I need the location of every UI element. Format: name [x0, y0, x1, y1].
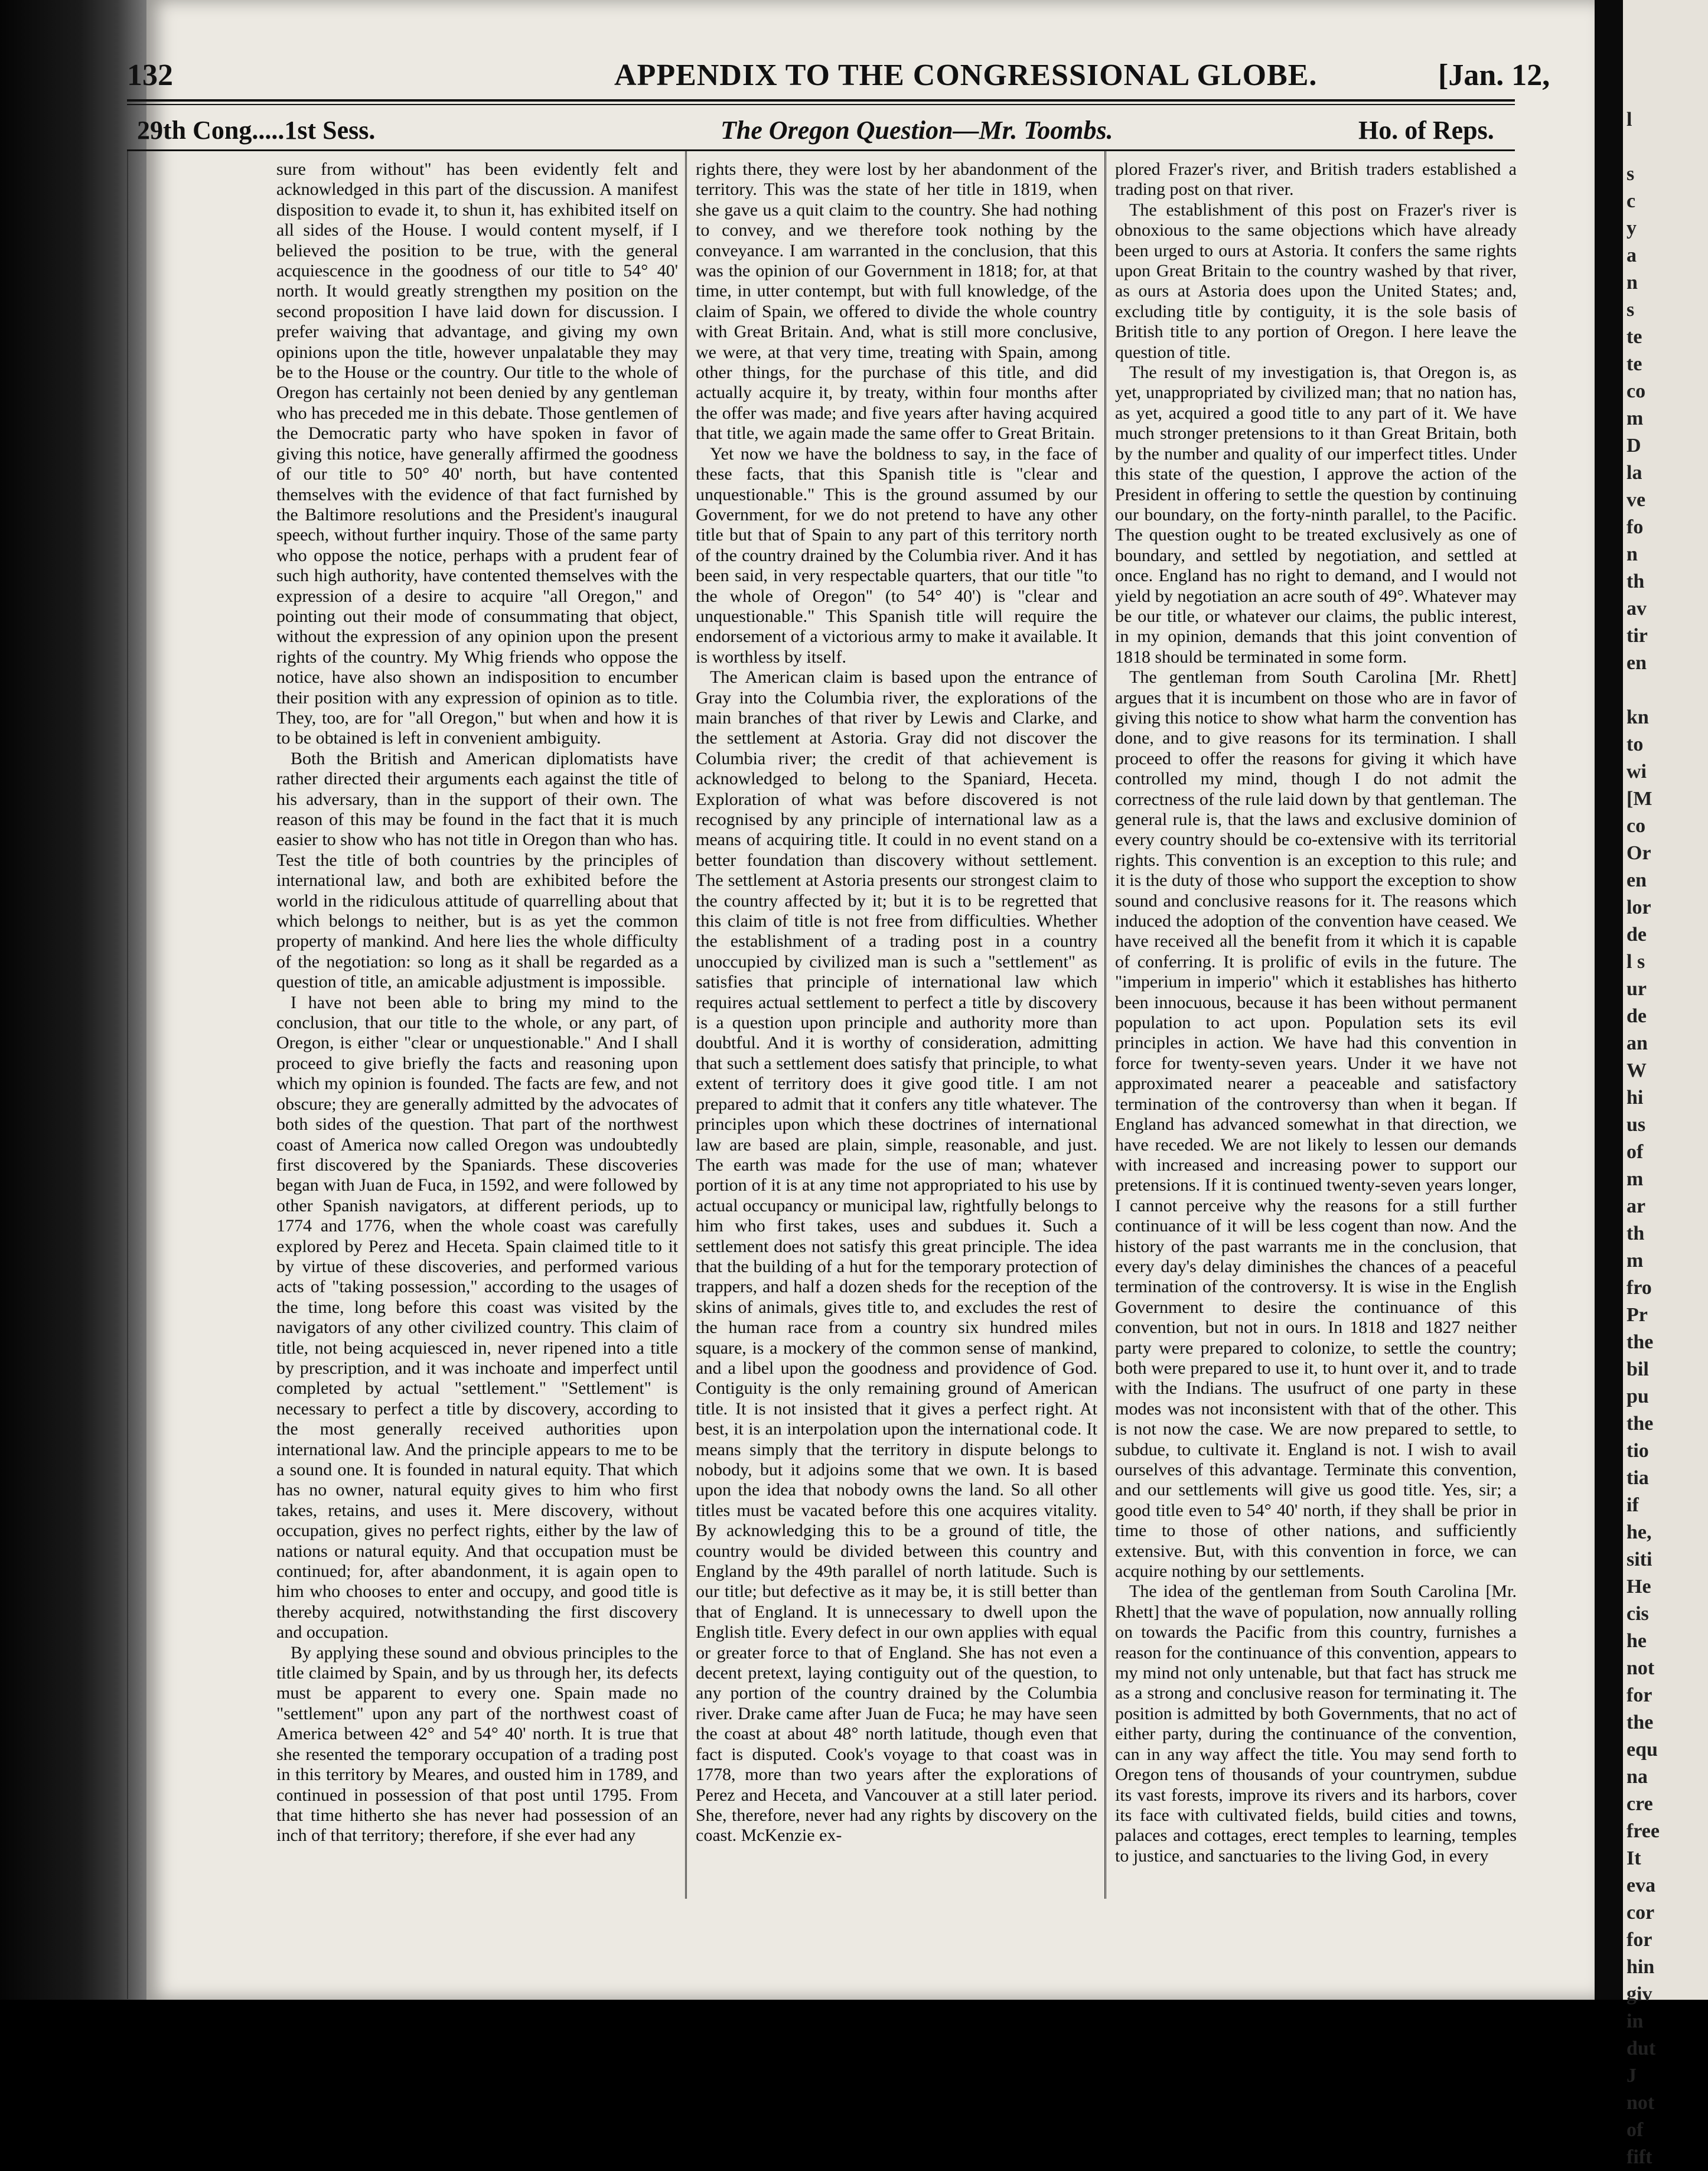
adjacent-page-fragment: if [1626, 1494, 1639, 1516]
adjacent-page-fragment: equ [1626, 1739, 1658, 1761]
adjacent-page-fragment: tir [1626, 625, 1648, 647]
header-rule-thin [127, 104, 1515, 105]
adjacent-page-fragment: fro [1626, 1277, 1652, 1299]
column-divider [685, 151, 687, 1899]
left-margin-rule [127, 151, 128, 1999]
topic-label: The Oregon Question—Mr. Toombs. [721, 116, 1113, 145]
adjacent-page-fragment: de [1626, 1005, 1647, 1027]
page-number: 132 [127, 58, 173, 92]
publication-title: APPENDIX TO THE CONGRESSIONAL GLOBE. [614, 58, 1318, 92]
book-binding-shadow [0, 0, 146, 2000]
adjacent-page-fragment: tio [1626, 1440, 1649, 1462]
adjacent-page-fragment: av [1626, 598, 1647, 620]
adjacent-page-fragment: y [1626, 217, 1637, 239]
text-column-1 [276, 159, 678, 1846]
adjacent-page-fragment: He [1626, 1576, 1651, 1598]
adjacent-page-fragment: giv [1626, 1983, 1652, 2005]
adjacent-page-fragment: en [1626, 652, 1647, 674]
adjacent-page-fragment: of [1626, 1141, 1644, 1163]
adjacent-page-fragment: to [1626, 734, 1644, 755]
adjacent-page-fragment: c [1626, 190, 1636, 212]
adjacent-page-fragment: ur [1626, 978, 1647, 1000]
adjacent-page-fragment: of [1626, 2119, 1644, 2141]
text-column-2 [696, 159, 1097, 1846]
adjacent-page-fragment: for [1626, 1684, 1652, 1706]
adjacent-page-fragment: m [1626, 1250, 1644, 1272]
adjacent-page-fragment: tia [1626, 1467, 1649, 1489]
paragraph: The result of my investigation is, that Oregon is, as yet, unappropriated by civilized man; that no nation has, as yet, acquired a good title to any part of it. We have much stronger pretensions to it than Great Britain, both by the number and quality of our imperfect titles. Under this state of the question, I approve the action of the President in offering to settle the question by continuing our boundary, on the forty-ninth parallel, to the Pacific. The question ought to be treated exclusively as one of boundary, and settled by negotiation, and settled at once. England has no right to demand, and I would not yield by negotiation an acre south of 49°. Whatever may be our title, or whatever our claims, the public interest, in my opinion, demands that this joint convention of 1818 should be terminated in some form. [1115, 363, 1517, 667]
adjacent-page-fragment: D [1626, 435, 1641, 457]
adjacent-page-fragment: he, [1626, 1521, 1652, 1543]
adjacent-page-fragment: not [1626, 2092, 1655, 2114]
adjacent-page-fragment: n [1626, 272, 1638, 294]
adjacent-page-fragment: ar [1626, 1195, 1646, 1217]
adjacent-page-fragment: th [1626, 1223, 1645, 1244]
adjacent-page-fragment: [M [1626, 788, 1652, 810]
adjacent-page-fragment: n [1626, 543, 1638, 565]
adjacent-page-fragment: na [1626, 1766, 1648, 1788]
adjacent-page-fragment: hi [1626, 1087, 1644, 1109]
adjacent-page-fragment: in [1626, 2010, 1644, 2032]
adjacent-page-fragment: co [1626, 380, 1646, 402]
adjacent-page-fragment: dut [1626, 2038, 1656, 2059]
paragraph: I have not been able to bring my mind to the conclusion, that our title to the whole, or any part, of Oregon, is either "clear or unquestionable." And I shall proceed to give briefly the facts and reasoning upon which my opinion is founded. The facts are few, and not obscure; they are generally admitted by the advocates of both sides of the question. That part of the northwest coast of America now called Oregon was undoubtedly first discovered by the Spaniards. These discoveries began with Juan de Fuca, in 1592, and were followed by other Spanish navigators, at different periods, up to 1774 and 1776, when the whole coast was carefully explored by Perez and Heceta. Spain claimed title to it by virtue of these discoveries, and performed various acts of "taking possession," according to the usages of the time, long before this coast was visited by the navigators of any other civilized country. This claim of title, not being acquiesced in, never ripened into a title by prescription, and it was inchoate and imperfect until completed by actual "settlement." "Settlement" is necessary to perfect a title by discovery, according to the most generally received authorities upon international law. And the principle appears to me to be a sound one. It is founded in natural equity. That which has no owner, natural equity gives to him who first takes, retains, and uses it. Mere discovery, without occupation, gives no perfect rights, either by the law of nations or natural equity. And that occupation must be continued; for, after abandonment, it is again open to him who chooses to enter and occupy, and good title is thereby acquired, notwithstanding the first discovery and occupation. [276, 992, 678, 1642]
adjacent-page-fragment: free [1626, 1820, 1660, 1842]
adjacent-page-fragment: th [1626, 571, 1645, 592]
adjacent-page-fragment: en [1626, 869, 1647, 891]
adjacent-page-fragment: kn [1626, 706, 1649, 728]
adjacent-page-fragment: cis [1626, 1603, 1649, 1625]
adjacent-page-fragment: te [1626, 326, 1642, 348]
column-divider [1104, 151, 1106, 1899]
adjacent-page-fragment: hin [1626, 1956, 1655, 1978]
adjacent-page-fragment: the [1626, 1331, 1654, 1353]
adjacent-page-fragment: an [1626, 1032, 1648, 1054]
adjacent-page-fragment: m [1626, 1168, 1644, 1190]
adjacent-page-fragment: de [1626, 924, 1647, 946]
adjacent-page-fragment: s [1626, 163, 1635, 185]
header-rule-thick [127, 99, 1515, 102]
session-label: 29th Cong.....1st Sess. [137, 116, 376, 145]
paragraph: By applying these sound and obvious principles to the title claimed by Spain, and by us through her, its defects must be apparent to every one. Spain made no "settlement" upon any part of the northwest coast of America between 42° and 54° 40' north. It is true that she resented the temporary occupation of a trading post in this territory by Meares, and ousted him in 1789, and continued in possession of that post until 1795. From that time hitherto she has never had possession of an inch of that territory; therefore, if she ever had any [276, 1642, 678, 1846]
adjacent-page-fragment: W [1626, 1060, 1647, 1081]
adjacent-page-fragment: the [1626, 1712, 1654, 1733]
adjacent-page-fragment: l [1626, 109, 1632, 131]
adjacent-page-fragment: J [1626, 2065, 1637, 2087]
adjacent-page-edge [1623, 0, 1708, 2168]
adjacent-page-fragment: fo [1626, 516, 1644, 538]
adjacent-page-fragment: te [1626, 353, 1642, 375]
adjacent-page-text [1626, 106, 1703, 2171]
paragraph: The gentleman from South Carolina [Mr. Rhett] argues that it is incumbent on those who are in favor of giving this notice to show what harm the convention has done, and to give reasons for its termination. I shall proceed to offer the reasons for giving it which have controlled my mind, though I do not admit the correctness of the rule laid down by that gentleman. The general rule is, that the laws and exclusive dominion of every country should be co-extensive with its territorial rights. This convention is an exception to this rule; and it is the duty of those who support the exception to show sound and conclusive reasons for it. The reasons which induced the adoption of the convention have ceased. We have received all the benefit from it which it is capable of conferring. It is prolific of evils in the future. The "imperium in imperio" which it establishes has hitherto been innocuous, because it has been without permanent population to act upon. Population sets its evil principles in action. We have had this convention in force for twenty-seven years. Under it we have not approximated nearer a peaceable and satisfactory termination of the controversy than when it began. If England has advanced somewhat in that direction, we have receded. We are not likely to lessen our demands with increased and increasing power to support our pretensions. If it is continued twenty-seven years longer, I cannot perceive why the reasons for a still further continuance of it will be less cogent than now. And the history of the past warrants me in the conclusion, that every day's delay diminishes the chances of a peaceful termination of the controversy. It is wise in the English Government to desire the continuance of this convention, but not in ours. In 1818 and 1827 neither party were prepared to colonize, to settle the country; both were prepared to use it, to hunt over it, and to trade with the Indians. The usufruct of one party in these modes was not inconsistent with that of the other. This is not now the case. We are now prepared to settle, to subdue, to cultivate it. England is not. I wish to avail ourselves of this advantage. Terminate this convention, and our settlements will give us good title. Yes, sir; a good title even to 54° 40' north, if they shall be prior in time to those of other nations, and sufficiently extensive. But, with this convention in force, we can acquire nothing by our settlements. [1115, 667, 1517, 1582]
adjacent-page-fragment: Or [1626, 842, 1651, 864]
adjacent-page-fragment: wi [1626, 761, 1647, 783]
adjacent-page-fragment [1626, 133, 1703, 161]
paragraph: Both the British and American diplomatists have rather directed their arguments each against the title of his adversary, than in the support of their own. The reason of this may be found in the fact that it is much easier to show who has not title in Oregon than who has. Test the title of both countries by the principles of international law, and both are exhibited before the world in the ridiculous attitude of quarrelling about that which belongs to neither, but is as yet the common property of mankind. And here lies the whole difficulty of the negotiation: so long as it shall be regarded as a question of title, an amicable adjustment is impossible. [276, 748, 678, 992]
text-column-3 [1115, 159, 1517, 1866]
paragraph: The idea of the gentleman from South Carolina [Mr. Rhett] that the wave of population, now annually rolling on towards the Pacific from this country, furnishes a reason for the continuance of this convention, appears to my mind not only untenable, but that fact has struck me as a strong and conclusive reason for terminating it. The position is admitted by both Governments, that no act of either party, during the continuance of the convention, can in any way affect the title. You may send forth to Oregon tens of thousands of your countrymen, subdue its vast forests, improve its rivers and its harbors, cover its face with cultivated fields, build cities and towns, palaces and cottages, erect temples to learning, temples to justice, and sanctuaries to the living God, in every [1115, 1582, 1517, 1866]
paragraph: plored Frazer's river, and British traders established a trading post on that river. [1115, 159, 1517, 200]
adjacent-page-fragment: us [1626, 1114, 1646, 1136]
adjacent-page-fragment: siti [1626, 1549, 1652, 1570]
paragraph: sure from without" has been evidently felt and acknowledged in this part of the discussion. A manifest disposition to evade it, to shun it, has exhibited itself on all sides of the House. I would content myself, if I believed the position to be true, with the general acquiescence in the goodness of our title to 54° 40' north. It would greatly strengthen my position on the second proposition I have laid down for discussion. I prefer waiving that advantage, and giving my own opinions upon the title, however unpalatable they may be to the House or the country. Our title to the whole of Oregon has certainly not been denied by any gentleman who has preceded me in this debate. Those gentlemen of the Democratic party who have spoken in favor of giving this notice, have generally affirmed the goodness of our title to 50° 40' north, but have contented themselves with the evidence of that fact furnished by the Baltimore resolutions and the President's inaugural speech, without further inquiry. Those of the same party who oppose the notice, perhaps with a prudent fear of such high authority, have contented themselves with the expression of a desire to acquire "all Oregon," and pointing out their mode of consummating that object, without the expression of any opinion upon the present rights of the country. My Whig friends who oppose the notice, have also shown an indisposition to encumber their position with any expression of opinion as to title. They, too, are for "all Oregon," but when and how it is to be obtained is left in convenient ambiguity. [276, 159, 678, 748]
adjacent-page-fragment: pu [1626, 1386, 1649, 1407]
adjacent-page-fragment: It [1626, 1847, 1641, 1869]
adjacent-page-fragment: eva [1626, 1875, 1656, 1896]
adjacent-page-fragment: cor [1626, 1902, 1655, 1924]
adjacent-page-fragment: s [1626, 299, 1635, 321]
adjacent-page-fragment [1626, 677, 1703, 704]
adjacent-page-fragment: bil [1626, 1358, 1649, 1380]
paragraph: rights there, they were lost by her abandonment of the territory. This was the state of her title in 1819, when she gave us a quit claim to the country. She had nothing to convey, and we therefore took nothing by the conveyance. I am warranted in the conclusion, that this was the opinion of our Government in 1818; for, at that time, in utter contempt, but with full knowledge, of the claim of Spain, we offered to divide the whole country with Great Britain. And, what is still more conclusive, we were, at that very time, treating with Spain, among other things, for the purchase of this title, and did actually acquire it, by treaty, within four months after the offer was made; and five years after having acquired that title, we again made the same offer to Great Britain. [696, 159, 1097, 444]
adjacent-page-fragment: the [1626, 1413, 1654, 1435]
adjacent-page-fragment: m [1626, 408, 1644, 429]
paragraph: The establishment of this post on Frazer's river is obnoxious to the same objections which have already been urged to ours at Astoria. It confers the same rights upon Great Britain to the country washed by that river, as ours at Astoria does upon the United States; and, excluding title by contiguity, it is the sole basis of British title to any portion of Oregon. I here leave the question of title. [1115, 200, 1517, 362]
adjacent-page-fragment: cre [1626, 1793, 1653, 1815]
adjacent-page-fragment: he [1626, 1630, 1647, 1652]
chamber-label: Ho. of Reps. [1358, 116, 1494, 145]
paragraph: Yet now we have the boldness to say, in the face of these facts, that this Spanish title is "clear and unquestionable." This is the ground assumed by our Government, for we do not pretend to have any other title but that of Spain to any part of this territory north of the country drained by the Columbia river. And it has been said, in very respectable quarters, that our title "to the whole of Oregon" (to 54° 40') is "clear and unquestionable." This Spanish title will require the endorsement of a victorious army to make it available. It is worthless by itself. [696, 444, 1097, 667]
adjacent-page-fragment: Pr [1626, 1304, 1648, 1326]
adjacent-page-fragment: fift [1626, 2146, 1652, 2168]
adjacent-page-fragment: la [1626, 462, 1642, 484]
adjacent-page-fragment: l s [1626, 951, 1645, 973]
subheader-rule [127, 149, 1515, 151]
adjacent-page-fragment: a [1626, 245, 1637, 266]
adjacent-page-fragment: lor [1626, 897, 1651, 918]
adjacent-page-fragment: for [1626, 1929, 1652, 1951]
adjacent-page-fragment: co [1626, 815, 1646, 837]
paragraph: The American claim is based upon the entrance of Gray into the Columbia river, the explorations of the main branches of that river by Lewis and Clarke, and the settlement at Astoria. Gray did not discover the Columbia river; the credit of that achievement is acknowledged to belong to the Spaniard, Heceta. Exploration of what was before discovered is not recognised by any principle of international law as a means of acquiring title. It could in no event stand on a better foundation than discovery without settlement. The settlement at Astoria presents our strongest claim to the country affected by it; but it is to be regretted that this claim of title is not free from difficulties. Whether the establishment of a trading post in a country unoccupied by civilized man is such a "settlement" as satisfies that principle of international law which requires actual settlement to perfect a title by discovery is a question upon principle and authority more than doubtful. And it is worthy of consideration, admitting that such a settlement does satisfy that principle, to what extent of territory does it give good title. I am not prepared to admit that it confers any title whatever. The principles upon which these doctrines of international law are based are plain, simple, reasonable, and just. The earth was made for the use of man; whatever portion of it is at any time not appropriated to his use by actual occupancy or municipal law, rightfully belongs to him who first takes, uses and subdues it. Such a settlement does not satisfy this great principle. The idea that the building of a hut for the temporary protection of trappers, and half a dozen sheds for the reception of the skins of animals, gives title to, and excludes the rest of the human race from a country six hundred miles square, is a mockery of the common sense of mankind, and a libel upon the goodness and providence of God. Contiguity is the only remaining ground of American title. It is not insisted that it gives a perfect right. At best, it is an interpolation upon the international code. It means simply that the territory in dispute belongs to nobody, but it adjoins some that we own. It is based upon the idea that nobody owns the land. So all other titles must be vacated before this one acquires vitality. By acknowledging this to be a ground of title, the country would be divided between this country and England by the 49th parallel of north latitude. Such is our title; but defective as it may be, it is still better than that of England. It is unnecessary to dwell upon the English title. Every defect in our own applies with equal or greater force to that of England. She has not even a decent pretext, laying contiguity out of the question, to any portion of the country drained by the Columbia river. Drake came after Juan de Fuca; he may have seen the coast at about 48° north latitude, though even that fact is disputed. Cook's voyage to that coast was in 1778, more than two years after the explorations of Perez and Heceta, and Vancouver at a still later period. She, therefore, never had any rights by discovery on the coast. McKenzie ex- [696, 667, 1097, 1846]
issue-date: [Jan. 12, [1438, 58, 1550, 92]
adjacent-page-fragment: not [1626, 1657, 1655, 1679]
adjacent-page-fragment: ve [1626, 489, 1646, 511]
